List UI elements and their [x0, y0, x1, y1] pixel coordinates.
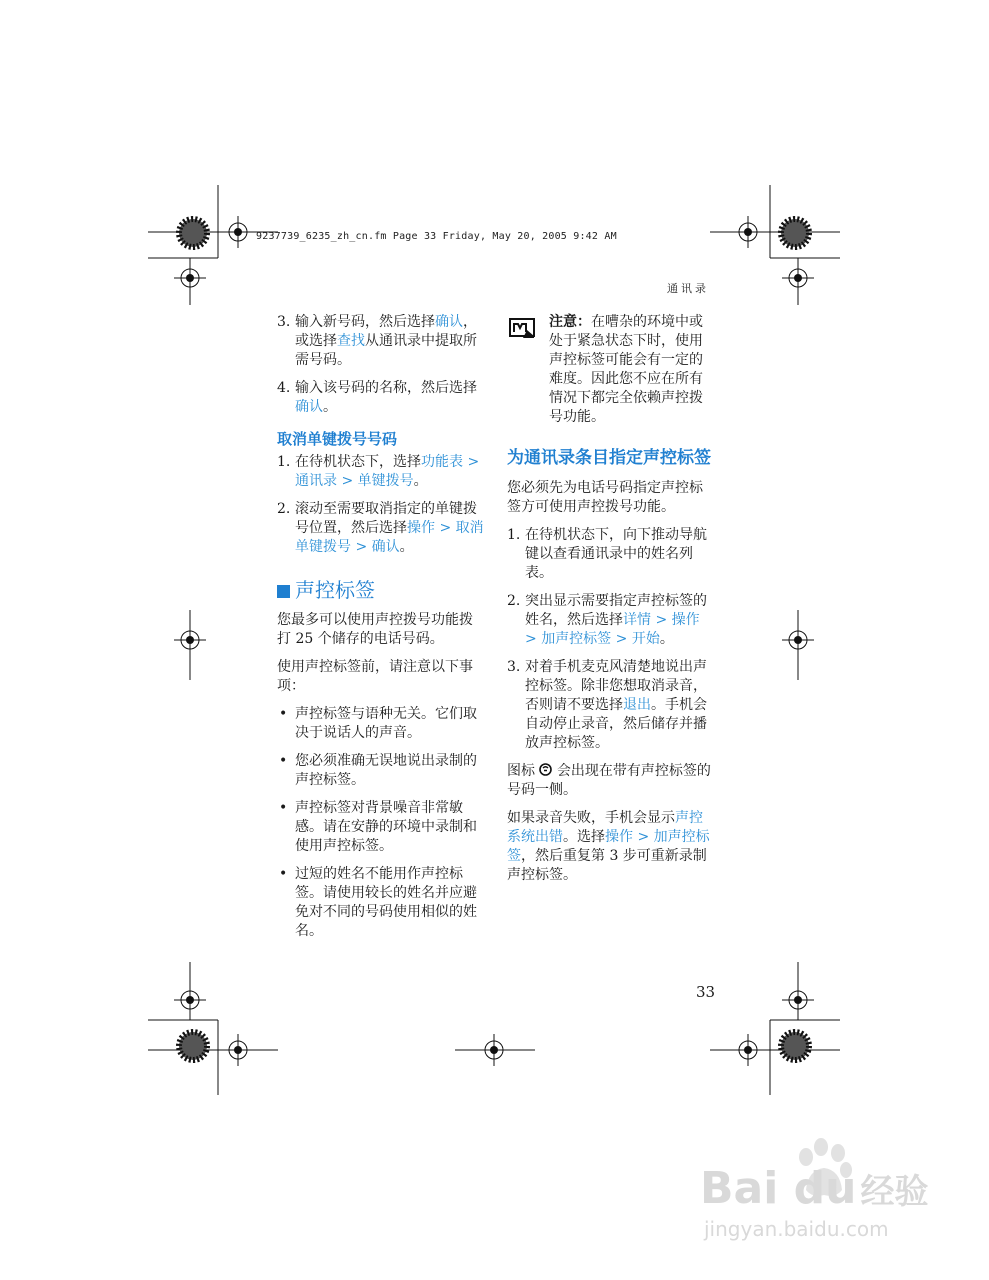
note-block	[507, 313, 713, 427]
baidu-logo-text: Bai du 经验	[700, 1163, 929, 1214]
link-add-voice-tag[interactable]: 加声控标签	[507, 829, 710, 864]
bullet-dot: •	[279, 800, 288, 816]
baidu-watermark	[700, 1135, 950, 1245]
assign-step-1: 1. 在待机状态下，向下推动导航键以查看通讯录中的姓名列表。	[507, 527, 707, 581]
link-add-voice-tag[interactable]: 加声控标签	[541, 631, 612, 647]
link-options[interactable]: 操作	[407, 520, 435, 536]
link-confirm[interactable]: 确认	[295, 399, 323, 415]
page-number: 33	[696, 983, 716, 1001]
note-label: 注意：	[549, 314, 591, 330]
print-file-line: 9237739_6235_zh_cn.fm Page 33 Friday, May 20, 2005 9:42 AM	[256, 231, 617, 242]
heading-square-icon	[277, 585, 290, 598]
link-quit[interactable]: 退出	[623, 697, 651, 713]
voice-intro-1: 您最多可以使用声控拨号功能拨打 25 个储存的电话号码。	[277, 612, 473, 647]
bullet-item: • 过短的姓名不能用作声控标签。请使用较长的姓名并应避免对不同的号码使用相似的姓名。	[279, 866, 477, 939]
assign-step-2: 2. 突出显示需要指定声控标签的姓名，然后选择详情 > 操作 > 加声控标签 > 开始。	[507, 593, 707, 647]
link-details[interactable]: 详情	[623, 612, 651, 628]
note-hand-icon	[509, 317, 537, 339]
bullet-dot: •	[279, 706, 288, 722]
assign-voice-tag-heading: 为通讯录条目指定声控标签	[507, 448, 711, 468]
voice-intro-2: 使用声控标签前，请注意以下事项：	[277, 659, 473, 694]
section-title: 通讯录	[667, 282, 709, 295]
right-column	[507, 313, 713, 894]
link-cancel-speed-dial[interactable]: 取消单键拨号	[295, 520, 484, 555]
cancel-speed-dial-heading: 取消单键拨号号码	[277, 430, 398, 448]
left-column	[277, 313, 484, 950]
bullet-dot: •	[279, 866, 288, 882]
step-3: 3. 输入新号码，然后选择确认，或选择查找从通讯录中提取所需号码。	[277, 314, 477, 368]
voice-icon-paragraph: 图标 会出现在带有声控标签的号码一侧。	[507, 763, 711, 798]
link-menu[interactable]: 功能表	[421, 454, 463, 470]
step-4: 4. 输入该号码的名称，然后选择确认。	[277, 380, 477, 415]
bullet-item: • 声控标签对背景噪音非常敏感。请在安静的环境中录制和使用声控标签。	[279, 800, 477, 854]
voice-tags-heading: 声控标签	[277, 577, 484, 603]
cancel-step-2: 2. 滚动至需要取消指定的单键拨号位置，然后选择操作 > 取消单键拨号 > 确认。	[277, 501, 484, 555]
failure-paragraph: 如果录音失败，手机会显示声控系统出错。选择操作 > 加声控标签，然后重复第 3 步可重新录制声控标签。	[507, 810, 710, 883]
bullet-item: • 您必须准确无误地说出录制的声控标签。	[279, 753, 477, 788]
voice-tag-icon	[539, 763, 552, 776]
link-options[interactable]: 操作	[605, 829, 633, 845]
bullet-dot: •	[279, 753, 288, 769]
assign-step-3: 3. 对着手机麦克风清楚地说出声控标签。除非您想取消录音，否则请不要选择退出。手机会自动停止录音，然后储存并播放声控标签。	[507, 659, 707, 751]
link-find[interactable]: 查找	[337, 333, 365, 349]
link-speed-dial[interactable]: 单键拨号	[357, 473, 414, 489]
cancel-step-1: 1. 在待机状态下，选择功能表 > 通讯录 > 单键拨号。	[277, 454, 480, 489]
link-voice-system-error[interactable]: 声控系统出错	[507, 810, 703, 845]
link-confirm[interactable]: 确认	[435, 314, 463, 330]
watermark-url: jingyan.baidu.com	[704, 1217, 889, 1241]
link-confirm[interactable]: 确认	[371, 539, 400, 555]
link-contacts[interactable]: 通讯录	[295, 473, 337, 489]
assign-intro: 您必须先为电话号码指定声控标签方可使用声控拨号功能。	[507, 480, 703, 515]
note-text: 在嘈杂的环境中或处于紧急状态下时，使用声控标签可能会有一定的难度。因此您不应在所有情况下都完全依赖声控拨号功能。	[549, 314, 703, 425]
bullet-item: • 声控标签与语种无关。它们取决于说话人的声音。	[279, 706, 477, 741]
link-start[interactable]: 开始	[631, 631, 660, 647]
link-options[interactable]: 操作	[671, 612, 700, 628]
